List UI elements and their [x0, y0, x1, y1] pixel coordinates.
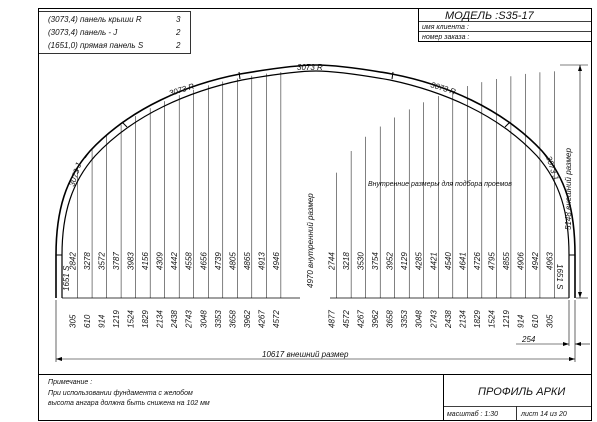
right-height-label: 3754	[371, 252, 381, 270]
left-height-label: 4913	[257, 252, 267, 270]
left-position-label: 4267	[257, 310, 267, 328]
left-height-label: 4805	[228, 252, 238, 270]
right-height-label: 4942	[530, 252, 540, 270]
right-position-label: 4572	[342, 310, 352, 328]
right-height-label: 4421	[429, 252, 439, 270]
right-position-label: 2438	[443, 310, 453, 328]
left-height-label: 3787	[112, 252, 122, 270]
spec-row-3-qty: 2	[176, 41, 181, 50]
right-height-label: 4726	[472, 252, 482, 270]
right-height-label: 4795	[487, 252, 497, 270]
left-position-label: 610	[83, 314, 93, 328]
client-name-label: имя клиента :	[422, 24, 469, 31]
right-position-label: 3962	[371, 310, 381, 328]
scale-label: масштаб : 1:30	[447, 411, 499, 418]
right-height-label: 4641	[458, 252, 468, 270]
spec-row-3-label: (1651,0) прямая панель S	[48, 41, 144, 50]
left-position-label: 3048	[199, 310, 209, 328]
right-height-label: 3218	[342, 252, 352, 270]
right-position-label: 4877	[327, 310, 337, 328]
panel-right-r-label: 3073 R	[429, 80, 457, 97]
right-position-label: 305	[545, 314, 555, 328]
right-position-label: 914	[516, 314, 526, 328]
panel-left-r-label: 3073 R	[167, 81, 196, 98]
right-position-label: 3048	[414, 310, 424, 328]
panel-right-j-label: 3073 J	[544, 154, 561, 181]
right-height-label: 4540	[443, 252, 453, 270]
panel-left-j-label: 3073 J	[67, 161, 84, 188]
right-height-label: 4285	[414, 252, 424, 270]
left-height-label: 4442	[170, 252, 180, 270]
footer-note	[48, 379, 210, 407]
model-name: МОДЕЛЬ :S35-17	[445, 10, 534, 22]
right-height-label: 3530	[356, 252, 366, 270]
right-height-label: 3952	[385, 252, 395, 270]
right-position-label: 3353	[400, 310, 410, 328]
note-title: Примечание :	[48, 379, 93, 386]
title-block	[419, 9, 592, 42]
left-height-label: 3278	[83, 252, 93, 270]
outer-width-dimension	[56, 300, 575, 362]
left-position-label: 2134	[155, 310, 165, 328]
sheet-number: лист 14 из 20	[521, 411, 567, 418]
left-height-label: 4865	[242, 252, 252, 270]
note-line-1: При использовании фундамента с желобом	[48, 390, 193, 397]
offset-label: 254	[522, 335, 536, 344]
left-position-label: 2438	[170, 310, 180, 328]
spec-table	[39, 12, 191, 54]
right-position-label: 1524	[487, 310, 497, 328]
left-position-label: 2743	[184, 310, 194, 328]
drawing-title: ПРОФИЛЬ АРКИ	[478, 386, 566, 398]
right-position-label: 1829	[472, 310, 482, 328]
left-height-label: 4558	[184, 252, 194, 270]
left-position-label: 914	[97, 314, 107, 328]
right-height-label: 4855	[501, 252, 511, 271]
interior-note: Внутренние размеры для подбора проемов	[368, 181, 512, 188]
right-height-label: 4963	[545, 252, 555, 270]
center-height-label: 4970 внутренний размер	[306, 193, 315, 288]
panel-right-s-label: 1651 S	[555, 264, 564, 290]
left-height-label: 4309	[155, 252, 165, 270]
spec-row-1-qty: 3	[176, 15, 181, 24]
left-height-label: 4946	[271, 252, 281, 270]
right-position-label: 4267	[356, 310, 366, 328]
right-height-label: 2744	[327, 252, 337, 270]
right-position-label: 2134	[458, 310, 468, 328]
left-height-label: 4656	[199, 252, 209, 270]
spec-row-2-qty: 2	[176, 28, 181, 37]
left-height-label: 4156	[141, 252, 151, 270]
left-position-label: 4572	[271, 310, 281, 328]
spec-row-2-label: (3073,4) панель - J	[48, 28, 118, 37]
right-height-label: 4906	[516, 252, 526, 270]
drawing-title-block	[444, 375, 592, 421]
outer-width-label: 10617 внешний размер	[262, 350, 349, 359]
right-position-label: 2743	[429, 310, 439, 328]
right-height-label: 4129	[400, 252, 410, 270]
left-position-label: 1219	[112, 310, 122, 328]
right-position-label: 3658	[385, 310, 395, 328]
left-position-label: 3658	[228, 310, 238, 328]
left-position-label: 1524	[126, 310, 136, 328]
order-number-label: номер заказа :	[422, 34, 470, 41]
spec-row-1-label: (3073,4) панель крыши R	[48, 15, 142, 24]
left-position-label: 305	[68, 314, 78, 328]
left-position-label: 1829	[141, 310, 151, 328]
panel-top-label: 3073 R	[297, 63, 323, 72]
left-position-label: 3353	[213, 310, 223, 328]
note-line-2: высота ангара должна быть снижена на 102 мм	[48, 400, 210, 407]
panel-left-s-label: 1651 S	[62, 265, 71, 291]
right-position-label: 1219	[501, 310, 511, 329]
left-height-label: 2842	[68, 252, 78, 270]
outer-height-label: 5148 внешний размер	[564, 148, 573, 230]
left-height-label: 4739	[213, 252, 223, 270]
left-height-label: 3983	[126, 252, 136, 270]
right-position-label: 610	[530, 314, 540, 328]
left-height-label: 3572	[97, 252, 107, 270]
left-position-label: 3962	[242, 310, 252, 328]
